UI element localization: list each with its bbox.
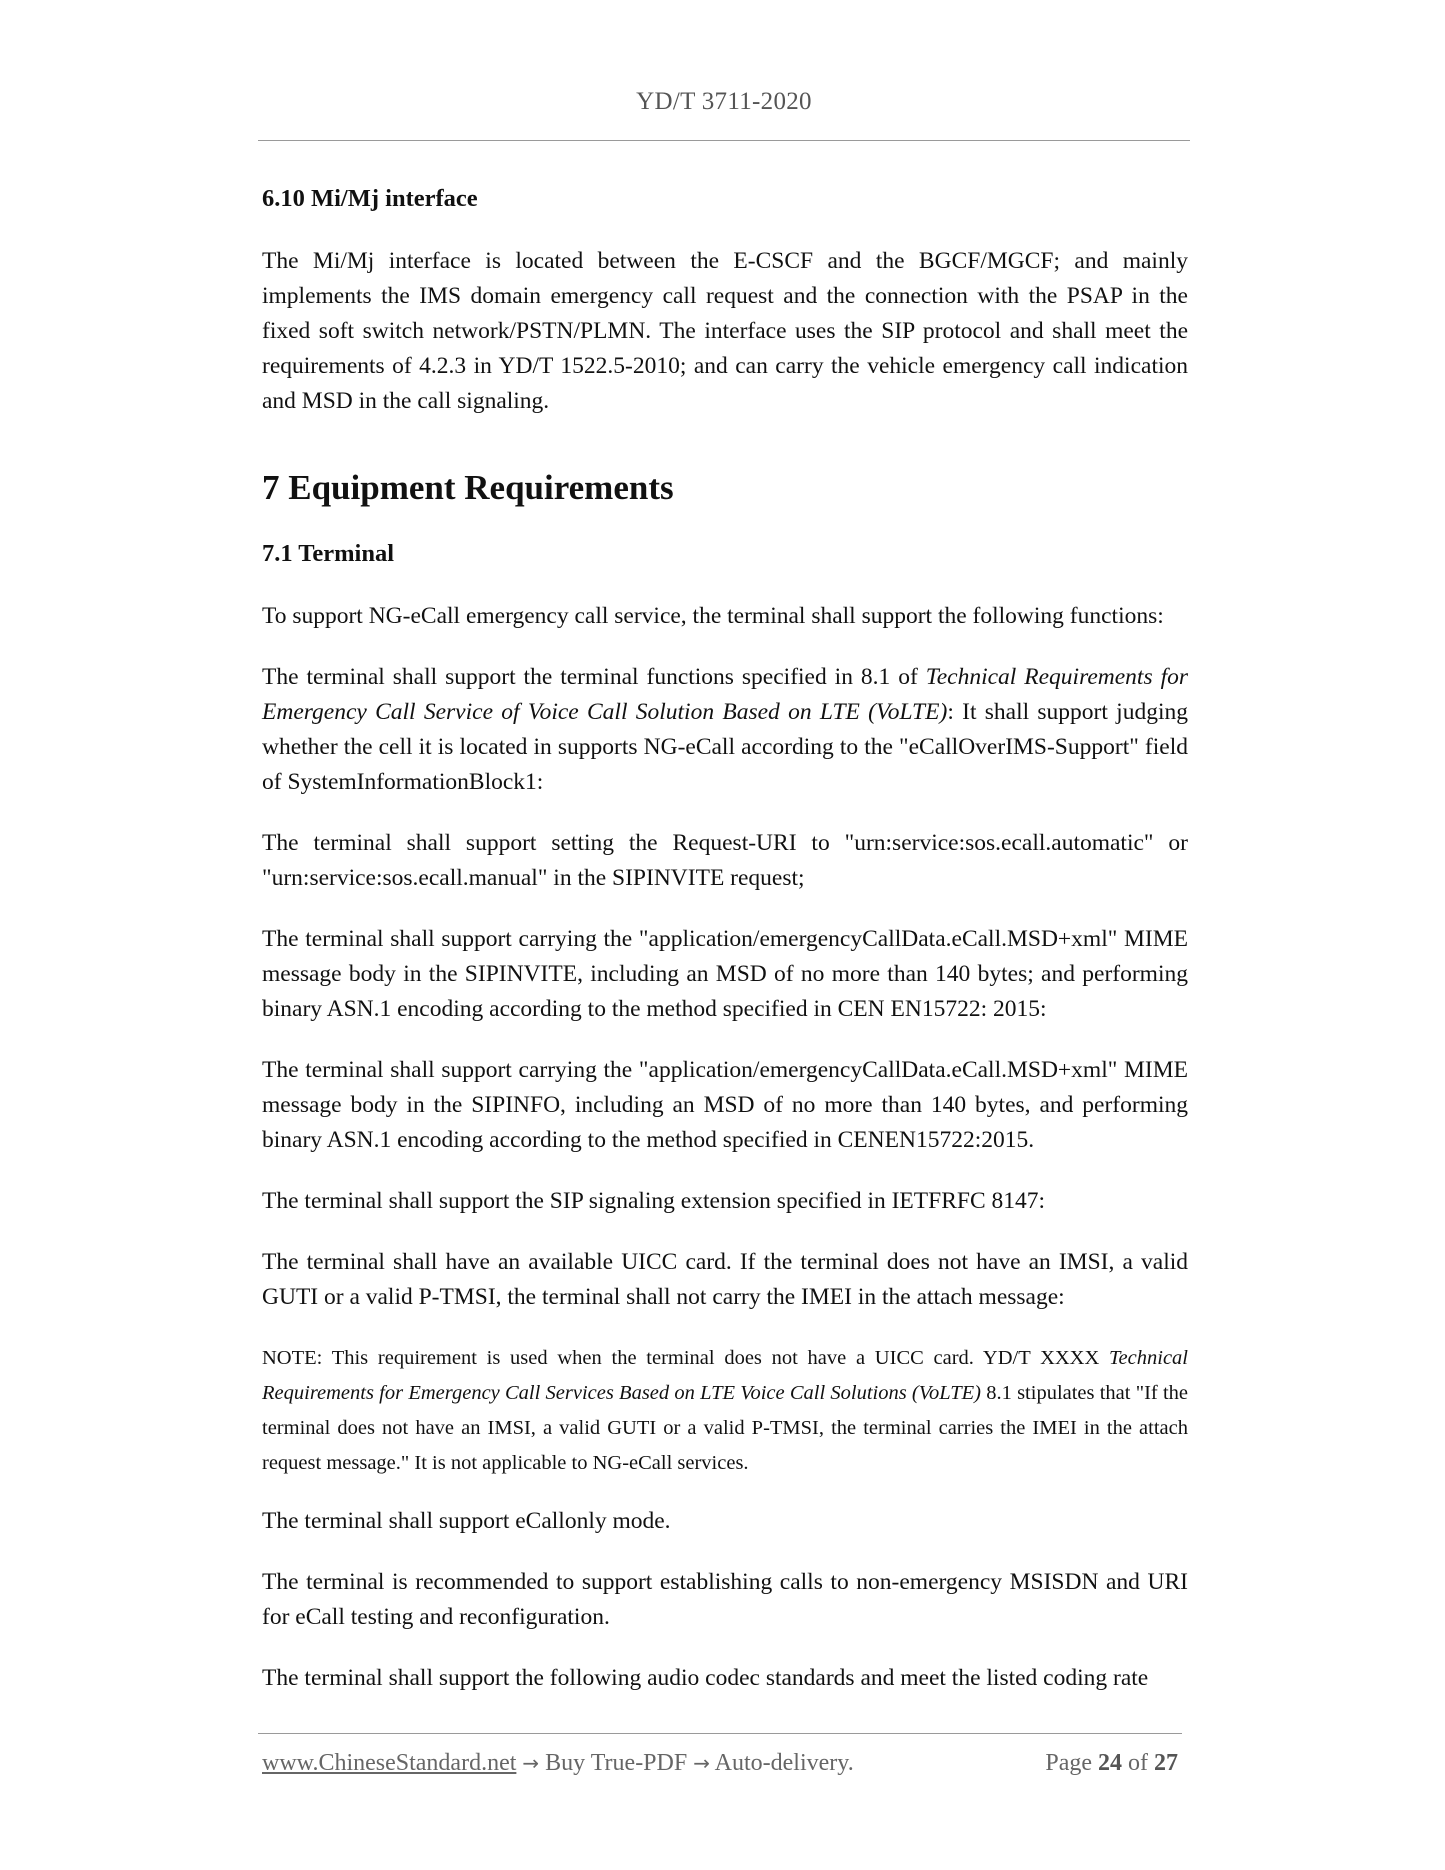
footer-divider bbox=[258, 1733, 1182, 1734]
header-divider bbox=[258, 140, 1190, 141]
section-7-1-heading: 7.1 Terminal bbox=[262, 540, 395, 567]
terminal-functions-paragraph bbox=[262, 660, 1188, 800]
terminal-functions-text-a: The terminal shall support the terminal functions specified in 8.1 of bbox=[262, 664, 926, 690]
terminal-intro-paragraph: To support NG-eCall emergency call service, the terminal shall support the following functions: bbox=[262, 603, 1164, 629]
page-footer bbox=[262, 1750, 1182, 1786]
page-number bbox=[1045, 1750, 1178, 1777]
chinesestandard-link[interactable]: www.ChineseStandard.net bbox=[262, 1750, 517, 1776]
uicc-card-paragraph: The terminal shall have an available UICC card. If the terminal does not have an IMSI, a valid GUTI or a valid P-TMSI, the terminal shall not carry the IMEI in the attach message: bbox=[262, 1249, 1188, 1310]
non-emergency-calls-paragraph: The terminal is recommended to support establishing calls to non-emergency MSISDN and URI for eCall testing and reconfiguration. bbox=[262, 1569, 1188, 1630]
document-body bbox=[262, 180, 1188, 1722]
current-page: 24 bbox=[1098, 1750, 1122, 1776]
note-text-b: 8.1 stipulates that "If the terminal does not have an IMSI, a valid GUTI or a valid P-TMSI, the terminal carries the IMEI in the attach request message." It is not applicable to NG-eCall services. bbox=[262, 1382, 1188, 1474]
sipinfo-msd-paragraph: The terminal shall support carrying the "application/emergencyCallData.eCall.MSD+xml" MIME message body in the SIPINFO, including an MSD of no more than 140 bytes, and performing binary ASN.1 encoding according to the method specified in CENEN15722:2015. bbox=[262, 1057, 1188, 1153]
total-pages: 27 bbox=[1154, 1750, 1178, 1776]
arrow-right-icon: → bbox=[693, 1751, 710, 1775]
chapter-7-heading: 7 Equipment Requirements bbox=[262, 468, 674, 507]
note-standard-title: Technical Requirements for Emergency Call Services Based on LTE Voice Call Solutions (VoLTE) bbox=[262, 1347, 1188, 1404]
note-paragraph bbox=[262, 1341, 1188, 1481]
sip-extension-paragraph: The terminal shall support the SIP signaling extension specified in IETFRFC 8147: bbox=[262, 1188, 1046, 1214]
terminal-functions-text-b: : It shall support judging whether the cell it is located in supports NG-eCall according to the "eCallOverIMS-Support" field of SystemInformationBlock1: bbox=[262, 699, 1188, 795]
auto-delivery-text: Auto-delivery. bbox=[709, 1750, 854, 1776]
section-6-10-heading: 6.10 Mi/Mj interface bbox=[262, 185, 478, 212]
page-header-doc-id: YD/T 3711-2020 bbox=[636, 88, 812, 115]
buy-pdf-text: Buy True-PDF bbox=[539, 1750, 694, 1776]
arrow-right-icon: → bbox=[522, 1751, 540, 1775]
section-6-10-paragraph: The Mi/Mj interface is located between the E-CSCF and the BGCF/MGCF; and mainly implements the IMS domain emergency call request and the connection with the PSAP in the fixed soft switch network/PSTN/PLMN. The interface uses the SIP protocol and shall meet the requirements of 4.2.3 in YD/T 1522.5-2010; and can carry the vehicle emergency call indication and MSD in the call signaling. bbox=[262, 248, 1188, 414]
volte-standard-title: Technical Requirements for Emergency Call Service of Voice Call Solution Based on LTE (VoLTE) bbox=[262, 664, 1188, 725]
note-text-a: NOTE: This requirement is used when the terminal does not have a UICC card. YD/T XXXX bbox=[262, 1347, 1110, 1369]
ecallonly-paragraph: The terminal shall support eCallonly mode. bbox=[262, 1508, 671, 1534]
audio-codec-paragraph: The terminal shall support the following audio codec standards and meet the listed coding rate bbox=[262, 1665, 1149, 1691]
of-word: of bbox=[1128, 1750, 1148, 1776]
request-uri-paragraph: The terminal shall support setting the Request-URI to "urn:service:sos.ecall.automatic" or "urn:service:sos.ecall.manual" in the SIPINVITE request; bbox=[262, 830, 1188, 891]
sipinvite-msd-paragraph: The terminal shall support carrying the "application/emergencyCallData.eCall.MSD+xml" MIME message body in the SIPINVITE, including an MSD of no more than 140 bytes; and performing binary ASN.1 encoding according to the method specified in CEN EN15722: 2015: bbox=[262, 926, 1188, 1022]
page-word: Page bbox=[1045, 1750, 1092, 1776]
